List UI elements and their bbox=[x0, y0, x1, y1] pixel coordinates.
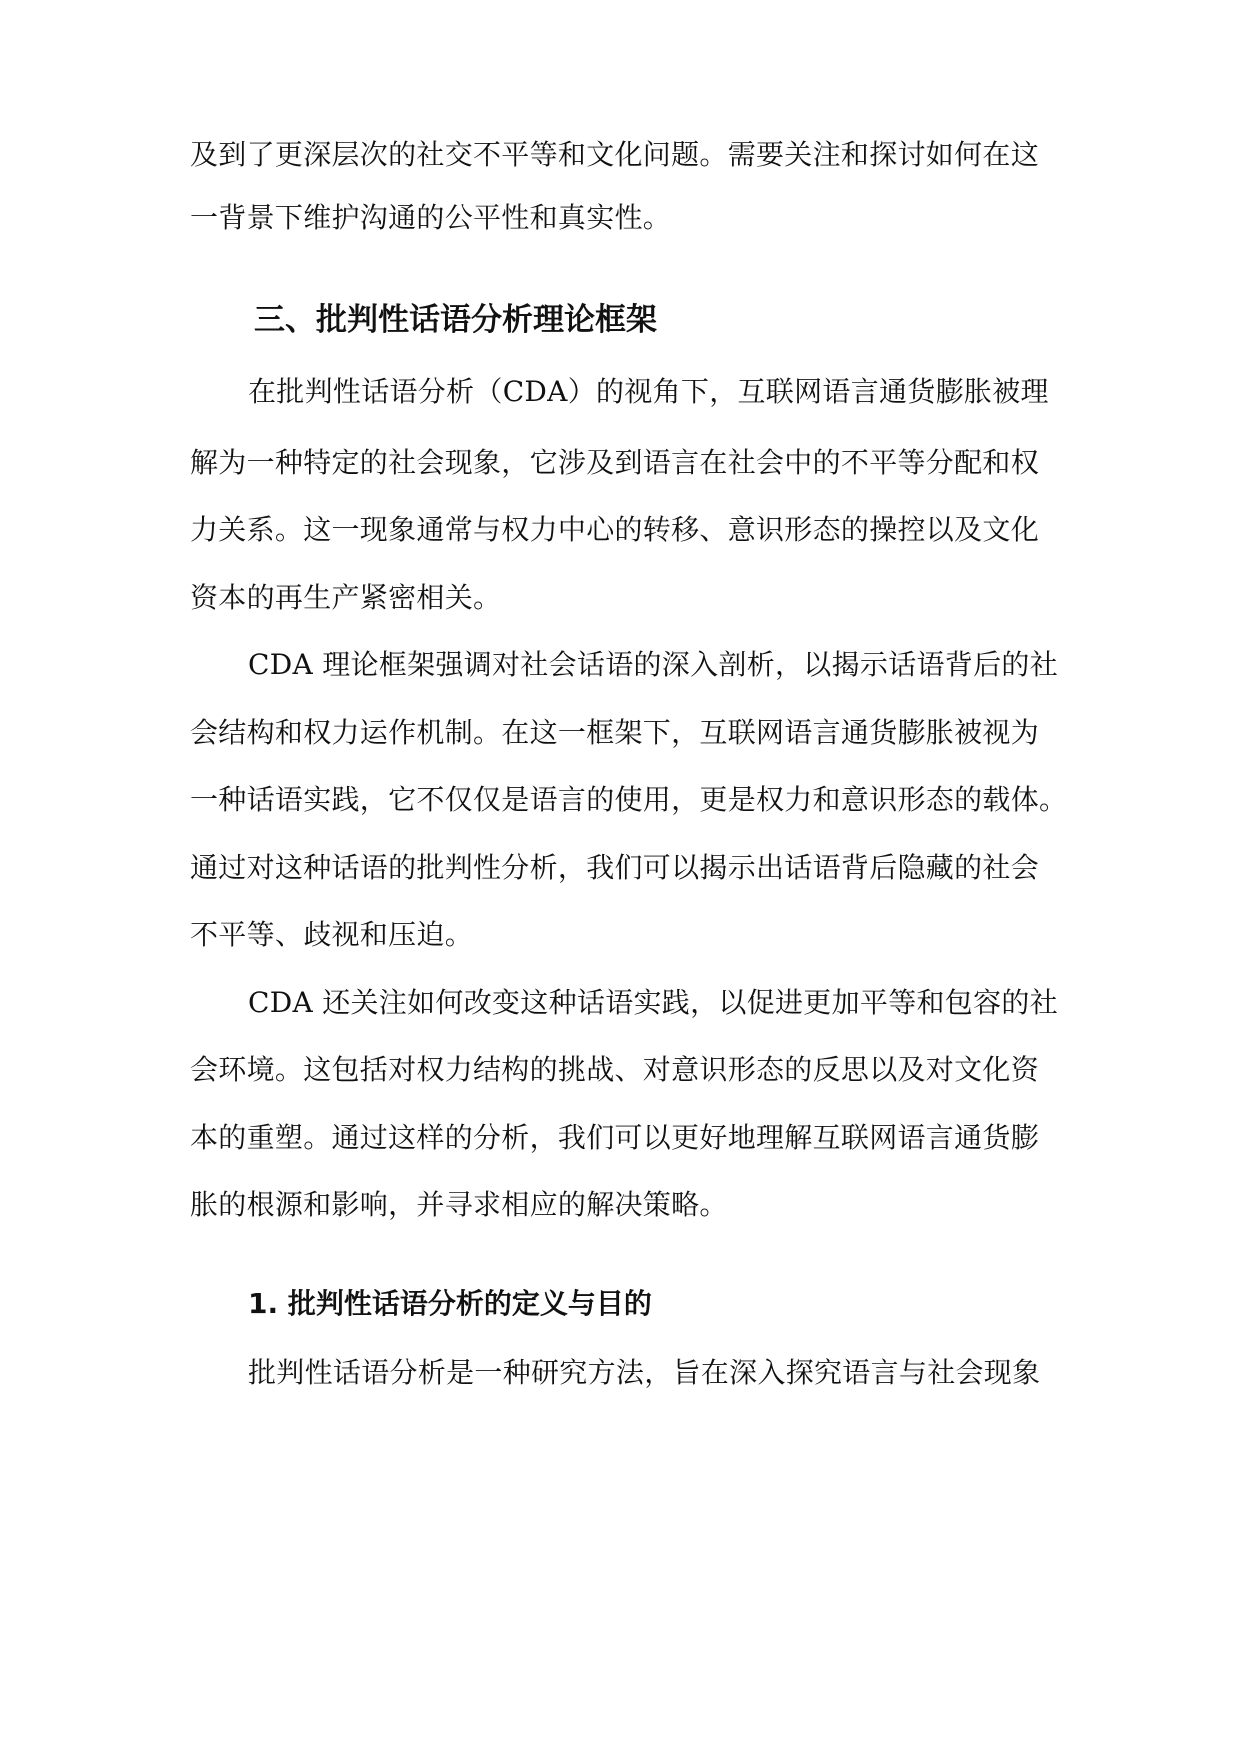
paragraph-line: 一种话语实践，它不仅仅是语言的使用，更是权力和意识形态的载体。 bbox=[190, 783, 1068, 816]
paragraph-line: 力关系。这一现象通常与权力中心的转移、意识形态的操控以及文化 bbox=[190, 513, 1040, 546]
paragraph-line: 通过对这种话语的批判性分析，我们可以揭示出话语背后隐藏的社会 bbox=[190, 851, 1040, 884]
paragraph-line: 胀的根源和影响，并寻求相应的解决策略。 bbox=[190, 1188, 728, 1221]
paragraph-line: 在批判性话语分析（CDA）的视角下，互联网语言通货膨胀被理 bbox=[248, 375, 1049, 408]
paragraph-line: 及到了更深层次的社交不平等和文化问题。需要关注和探讨如何在这 bbox=[190, 138, 1040, 171]
paragraph-line: CDA 理论框架强调对社会话语的深入剖析，以揭示话语背后的社 bbox=[248, 648, 1058, 681]
paragraph-line: 本的重塑。通过这样的分析，我们可以更好地理解互联网语言通货膨 bbox=[190, 1121, 1040, 1154]
subsection-heading: 1. 批判性话语分析的定义与目的 bbox=[248, 1287, 652, 1320]
paragraph-line: 会结构和权力运作机制。在这一框架下，互联网语言通货膨胀被视为 bbox=[190, 716, 1040, 749]
paragraph-line: 一背景下维护沟通的公平性和真实性。 bbox=[190, 201, 672, 234]
paragraph-line: 会环境。这包括对权力结构的挑战、对意识形态的反思以及对文化资 bbox=[190, 1053, 1040, 1086]
paragraph-line: 解为一种特定的社会现象，它涉及到语言在社会中的不平等分配和权 bbox=[190, 446, 1040, 479]
paragraph-line: CDA 还关注如何改变这种话语实践，以促进更加平等和包容的社 bbox=[248, 986, 1058, 1019]
paragraph-line: 资本的再生产紧密相关。 bbox=[190, 581, 502, 614]
paragraph-line: 不平等、歧视和压迫。 bbox=[190, 918, 474, 951]
section-heading: 三、批判性话语分析理论框架 bbox=[254, 302, 657, 338]
paragraph-line: 批判性话语分析是一种研究方法，旨在深入探究语言与社会现象 bbox=[248, 1356, 1041, 1389]
